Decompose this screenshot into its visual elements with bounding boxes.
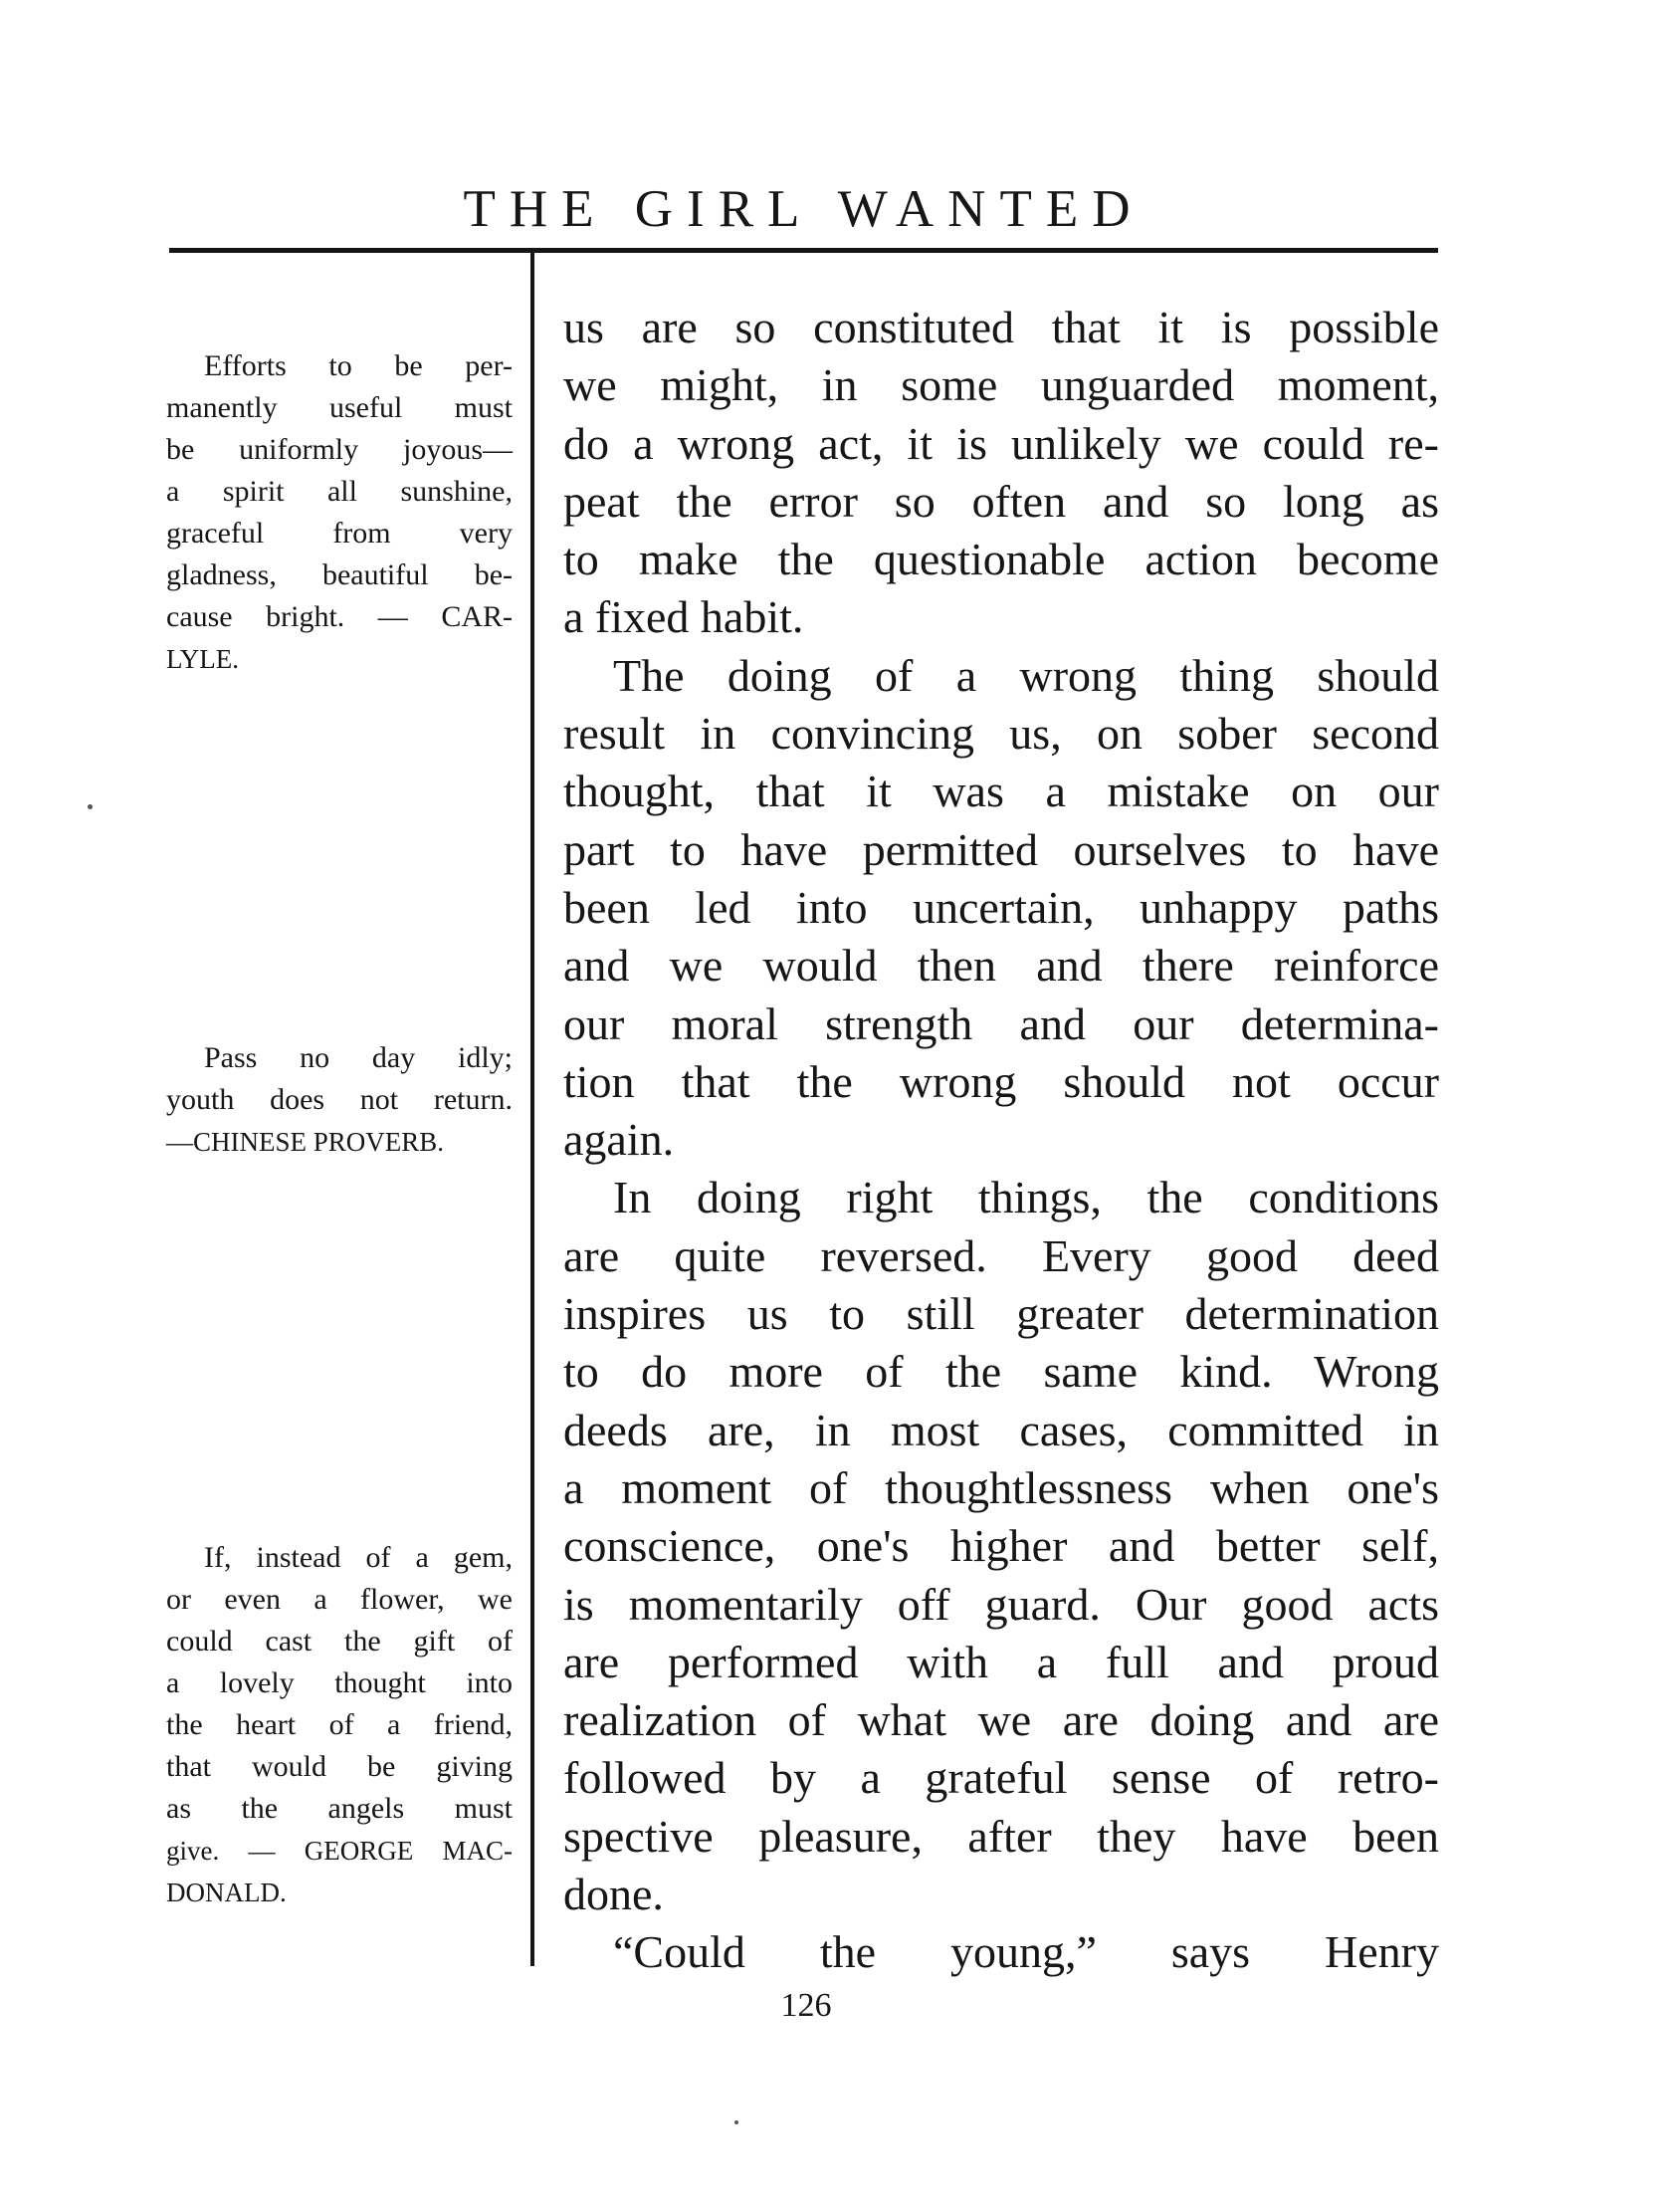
body-line: to do more of the same kind. Wrong (563, 1346, 1439, 1398)
body-line: to make the questionable action become (563, 534, 1439, 585)
margin-note-line: gladness, beautiful be- (166, 558, 513, 591)
margin-note-line: the heart of a friend, (166, 1708, 513, 1741)
body-line: spective pleasure, after they have been (563, 1810, 1439, 1862)
scan-speck (88, 804, 93, 809)
margin-note-line: be uniformly joyous— (166, 433, 513, 466)
body-line: and we would then and there reinforce (563, 940, 1439, 992)
margin-note-line: a spirit all sunshine, (166, 475, 513, 508)
margin-note-line: cause bright. — CAR- (166, 600, 513, 633)
margin-note-line: —CHINESE PROVERB. (166, 1127, 445, 1157)
body-line: us are so constituted that it is possible (563, 302, 1439, 352)
body-text (563, 299, 1439, 1982)
body-line: we might, in some unguarded moment, (563, 359, 1439, 411)
margin-note-line: could cast the gift of (166, 1625, 513, 1658)
body-line: realization of what we are doing and are (563, 1694, 1439, 1746)
margin-note-line: DONALD. (166, 1878, 287, 1907)
body-line: is momentarily off guard. Our good acts (563, 1578, 1439, 1630)
body-line: part to have permitted ourselves to have (563, 823, 1439, 875)
margin-note-line: LYLE. (166, 644, 240, 674)
margin-quote-macdonald (166, 1537, 513, 1913)
body-line: result in convincing us, on sober second (563, 708, 1439, 760)
margin-note-line: Pass no day idly; (204, 1041, 513, 1074)
body-line: do a wrong act, it is unlikely we could re- (563, 417, 1439, 469)
margin-note-line: Efforts to be per- (204, 349, 513, 382)
body-line: followed by a grateful sense of retro- (563, 1752, 1439, 1804)
header-rule (169, 248, 1438, 253)
body-line: conscience, one's higher and better self, (563, 1520, 1439, 1572)
margin-note-line: that would be giving (166, 1750, 513, 1783)
margin-note-line: If, instead of a gem, (204, 1541, 513, 1574)
body-line: are performed with a full and proud (563, 1636, 1439, 1687)
column-divider (530, 251, 534, 1966)
margin-note-line: youth does not return. (166, 1083, 513, 1116)
body-line: tion that the wrong should not occur (563, 1055, 1439, 1107)
body-line: peat the error so often and so long as (563, 475, 1439, 527)
body-line: a fixed habit. (563, 591, 804, 643)
body-line: “Could the young,” says Henry (613, 1926, 1439, 1978)
margin-quote-chinese-proverb (166, 1037, 513, 1163)
body-line: our moral strength and our determina- (563, 997, 1439, 1049)
margin-note-line: a lovely thought into (166, 1666, 513, 1699)
body-line: done. (563, 1869, 664, 1920)
margin-note-line: graceful from very (166, 517, 513, 550)
body-line: thought, that it was a mistake on our (563, 766, 1439, 817)
margin-quote-carlyle (166, 345, 513, 680)
body-line: The doing of a wrong thing should (613, 649, 1439, 701)
margin-note-line: give. — GEORGE MAC- (166, 1836, 513, 1866)
margin-note-line: as the angels must (166, 1792, 513, 1825)
body-line: again. (563, 1114, 675, 1166)
body-line: a moment of thoughtlessness when one's (563, 1461, 1439, 1513)
body-line: inspires us to still greater determination (563, 1288, 1439, 1340)
margin-note-line: or even a flower, we (166, 1583, 513, 1616)
page-number: 126 (780, 1987, 832, 2024)
scan-speck (734, 2120, 738, 2124)
body-line: are quite reversed. Every good deed (563, 1229, 1439, 1281)
body-line: In doing right things, the conditions (613, 1172, 1439, 1223)
margin-note-line: manently useful must (166, 391, 513, 424)
body-line: deeds are, in most cases, committed in (563, 1404, 1439, 1455)
body-line: been led into uncertain, unhappy paths (563, 881, 1439, 933)
running-title: THE GIRL WANTED (463, 180, 1145, 238)
